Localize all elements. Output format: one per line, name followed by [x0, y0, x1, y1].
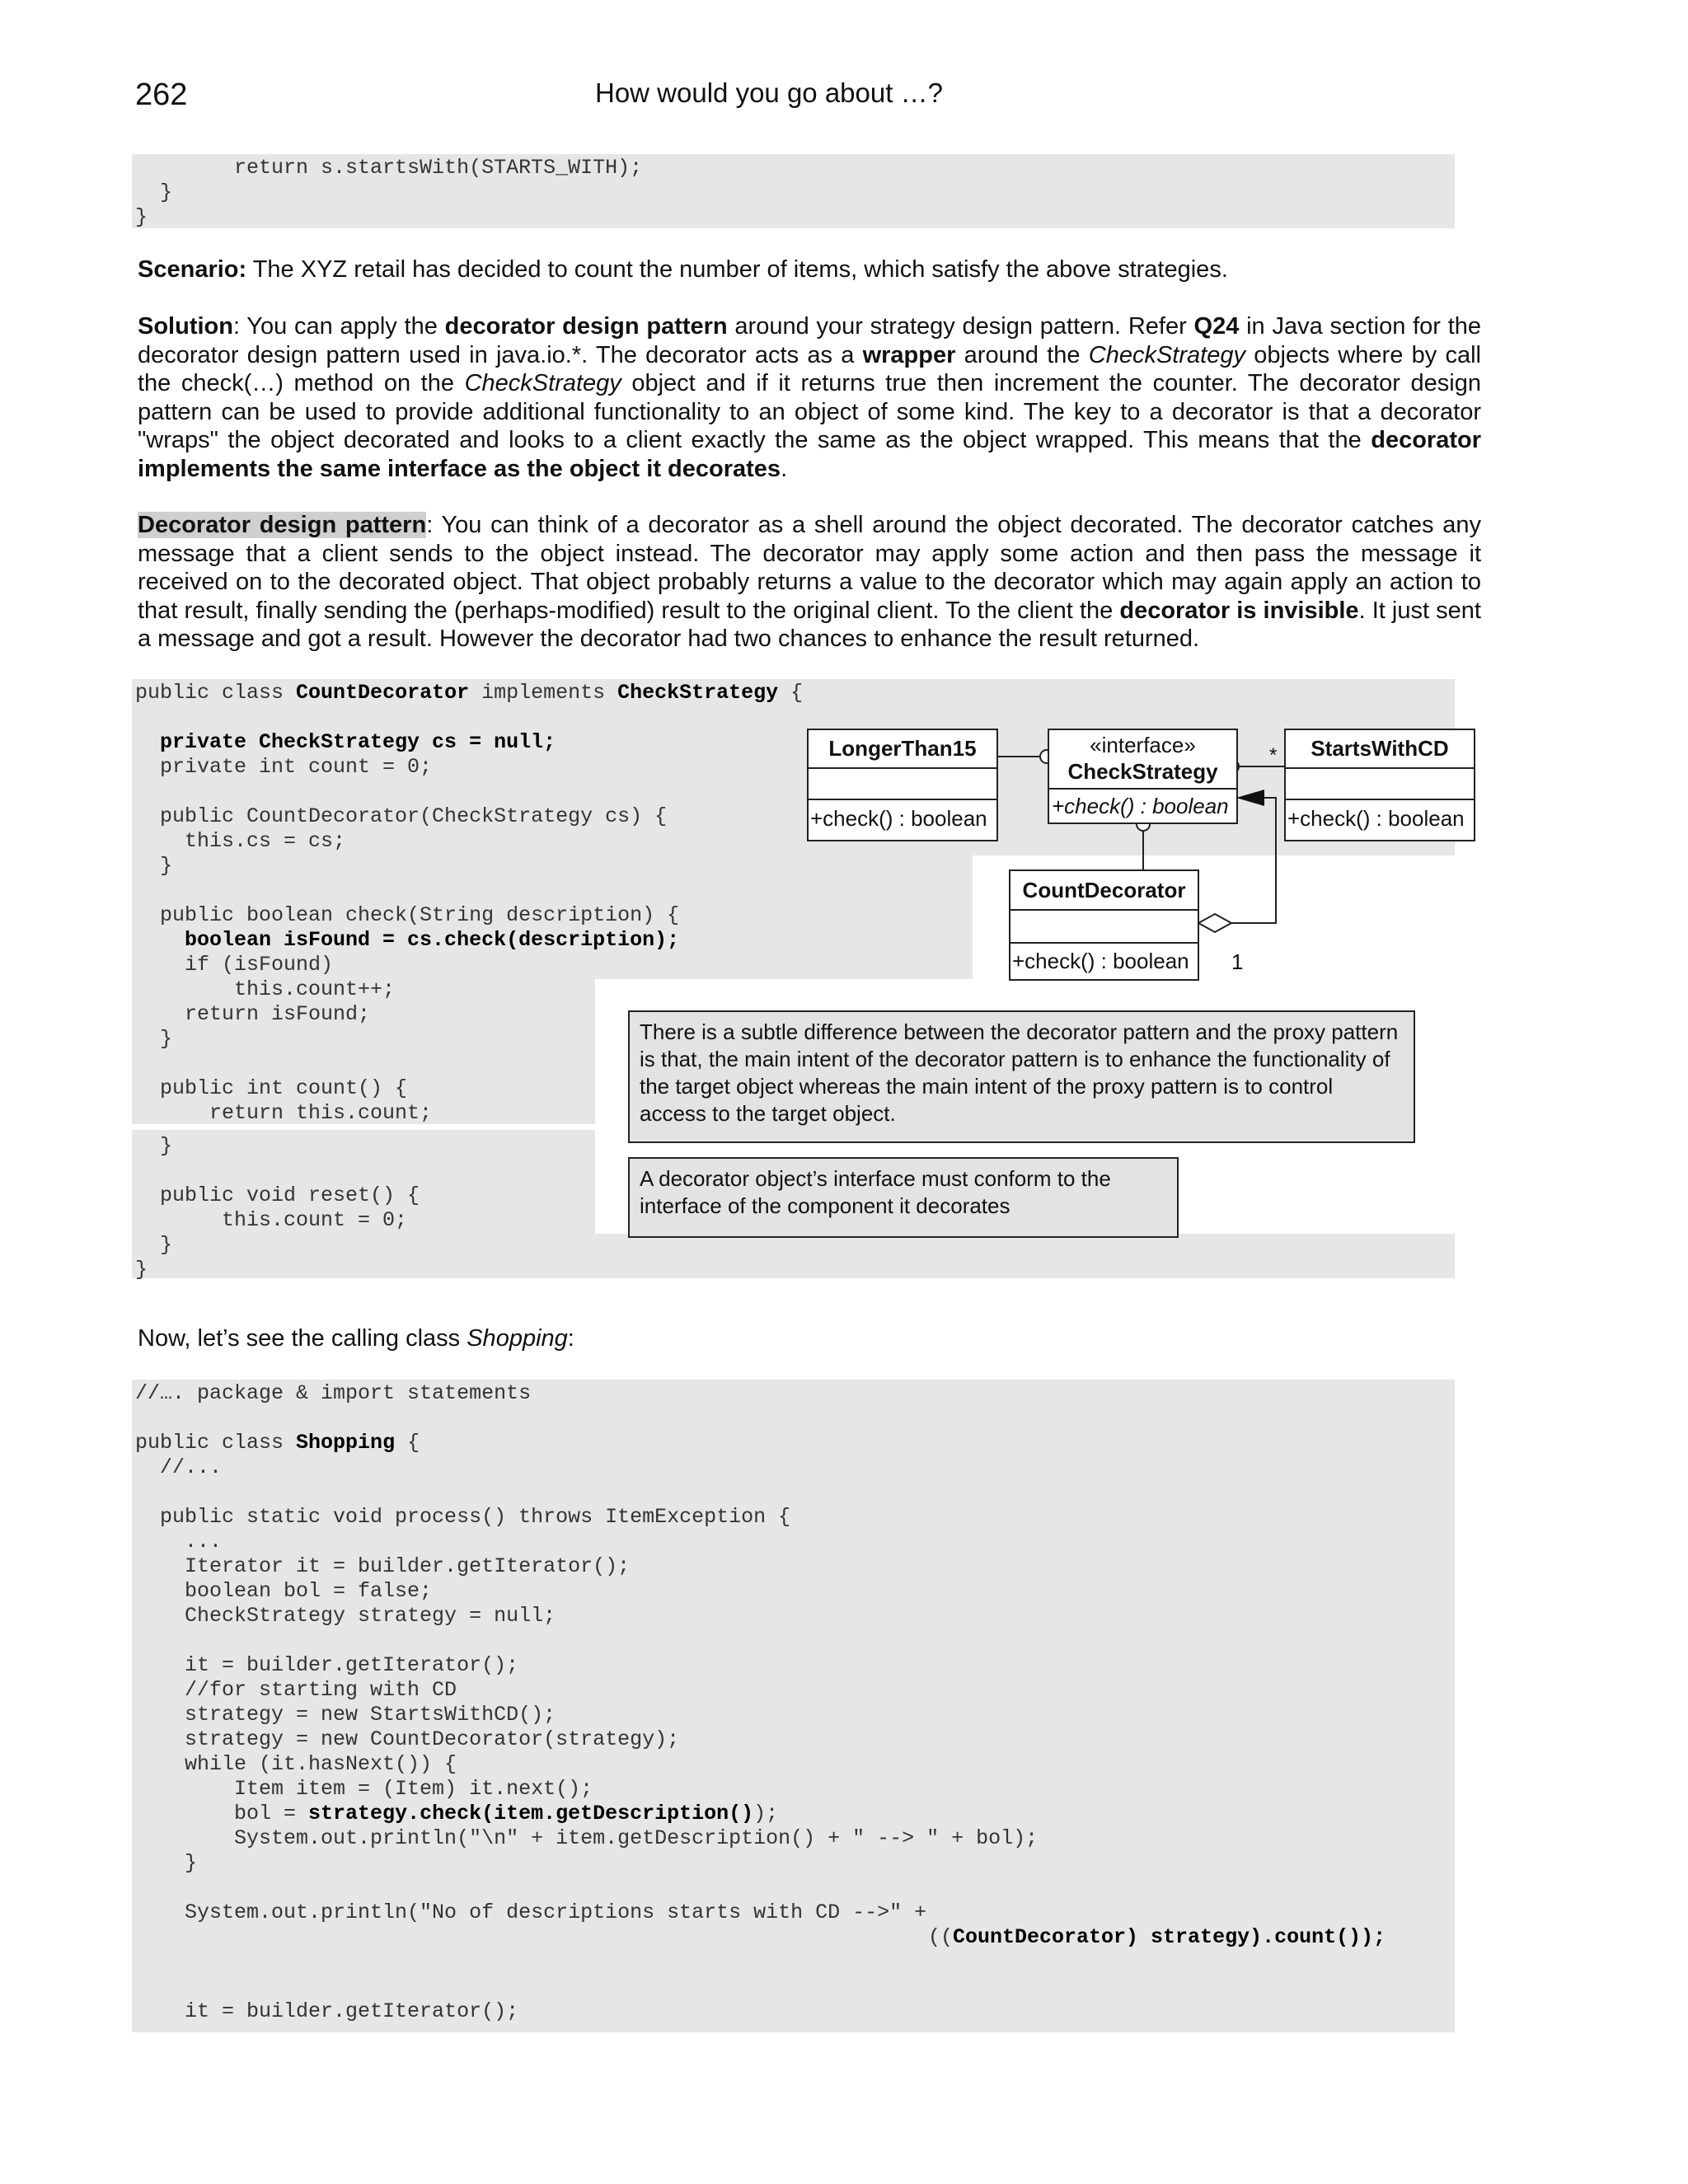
code-line: return this.count;	[135, 1101, 433, 1125]
uml-class-longerthan15	[807, 729, 998, 841]
uml-class-name: CheckStrategy	[1067, 759, 1218, 784]
code-line: }	[135, 1233, 173, 1257]
code-token: {	[778, 681, 804, 705]
decorator-label: Decorator design pattern	[138, 512, 427, 538]
uml-interface-checkstrategy	[1048, 729, 1238, 824]
code-line	[928, 1925, 1386, 1950]
code-token: CheckStrategy	[617, 681, 779, 705]
solution-text: around your strategy design pattern. Refer	[727, 313, 1194, 340]
code-line: this.cs = cs;	[135, 829, 346, 853]
uml-class-name: CountDecorator	[1010, 871, 1198, 911]
uml-class-attributes	[1010, 911, 1198, 944]
note-interface-conform: A decorator object’s interface must conform to the interface of the component it decorates	[628, 1157, 1179, 1238]
code-line: }	[135, 1258, 148, 1282]
uml-interface-header	[1049, 730, 1236, 790]
code-token: public class	[135, 1431, 297, 1455]
code-block-count-decorator-part	[595, 1234, 1455, 1278]
code-line: System.out.println("No of descriptions starts with CD -->" +	[135, 1900, 927, 1924]
code-line: public CountDecorator(CheckStrategy cs) {	[135, 804, 668, 828]
code-token: public class	[135, 681, 297, 705]
code-token: ((	[928, 1925, 954, 1949]
decorator-bold: decorator is invisible	[1119, 597, 1359, 624]
code-line: CheckStrategy strategy = null;	[135, 1604, 556, 1628]
multiplicity-one: 1	[1231, 949, 1244, 974]
uml-class-attributes	[1286, 769, 1474, 800]
code-line: ...	[135, 1530, 223, 1554]
aggregation-diamond	[1198, 914, 1231, 932]
code-line: Item item = (Item) it.next();	[135, 1777, 593, 1801]
code-line: return isFound;	[135, 1002, 371, 1026]
solution-italic: CheckStrategy	[464, 370, 621, 396]
code-token: );	[753, 1802, 779, 1825]
solution-text: objects where by call the check(…) method on the	[138, 341, 1481, 396]
code-token: CountDecorator) strategy).count());	[953, 1925, 1386, 1949]
code-line: }	[135, 1134, 173, 1158]
uml-class-name: StartsWithCD	[1286, 730, 1474, 769]
code-token: implements	[469, 681, 618, 705]
scenario-label: Scenario:	[138, 256, 247, 283]
code-line: strategy = new CountDecorator(strategy);	[135, 1727, 680, 1751]
uml-class-startswithcd	[1284, 729, 1475, 841]
solution-bold: decorator implements the same interface as the object it decorates	[138, 427, 1481, 482]
solution-label: Solution	[138, 313, 233, 340]
code-line: public boolean check(String description) {	[135, 903, 680, 927]
shopping-intro-text: Now, let’s see the calling class	[138, 1325, 467, 1352]
shopping-intro-end: :	[567, 1325, 574, 1352]
code-line: }	[135, 180, 173, 204]
solution-bold: Q24	[1193, 313, 1240, 340]
code-line: it = builder.getIterator();	[135, 1999, 519, 2023]
code-line: while (it.hasNext()) {	[135, 1752, 457, 1776]
code-line: return s.startsWith(STARTS_WITH);	[135, 156, 643, 180]
code-line: private int count = 0;	[135, 755, 433, 779]
code-token: CountDecorator	[296, 681, 470, 705]
arrowhead	[1236, 790, 1264, 806]
solution-text: around the	[955, 341, 1089, 368]
uml-class-method: +check() : boolean	[810, 806, 987, 831]
code-line: strategy = new StartsWithCD();	[135, 1703, 556, 1727]
solution-text: object and if it returns true then increment the counter. The decorator design pattern can be used to provide additional functionality to an object of some kind. The key to a decorator is that a decorator "wraps" the object decorated and looks to a client exactly the same as the object wrapped. This means that the	[138, 370, 1481, 453]
uml-class-method: +check() : boolean	[1052, 794, 1229, 818]
note-proxy-difference: There is a subtle difference between the decorator pattern and the proxy pattern is that, the main intent of the decorator pattern is to enhance the functionality of the target object whereas the main intent of the proxy pattern is to control access to the target object.	[628, 1010, 1415, 1143]
decorator-text: : You can think of a decorator as a shell around the object decorated. The decorator catches any message that a client sends to the object instead. The decorator may apply some action and then pass the message it received on to the decorated object. That object probably returns a value to the decorator which may again apply an action to that result, finally sending the (perhaps-modified) result to the original client. To the client the	[138, 512, 1481, 624]
uml-class-countdecorator	[1009, 869, 1199, 981]
code-line: public void reset() {	[135, 1183, 420, 1207]
uml-class-method: +check() : boolean	[1012, 949, 1189, 973]
code-token: {	[395, 1431, 420, 1455]
multiplicity-star: *	[1269, 744, 1278, 766]
code-line: //…. package & import statements	[135, 1381, 532, 1405]
uml-connectors	[0, 0, 1688, 1030]
code-line: }	[135, 205, 148, 229]
shopping-class-name: Shopping	[467, 1325, 568, 1352]
uml-class-method: +check() : boolean	[1287, 806, 1465, 831]
code-line: public static void process() throws ItemException {	[135, 1505, 791, 1529]
code-line: //for starting with CD	[135, 1678, 457, 1702]
solution-text: in Java section for the decorator design pattern used in java.io.*. The decorator acts as a	[138, 313, 1482, 368]
decorator-text: . It just sent a message and got a result. However the decorator had two chances to enhance the result returned.	[138, 597, 1481, 652]
code-line	[135, 1431, 420, 1455]
code-line: //...	[135, 1455, 223, 1479]
code-line: }	[135, 1851, 198, 1875]
solution-text: : You can apply the	[232, 313, 445, 340]
code-token: strategy.check(item.getDescription()	[308, 1802, 754, 1825]
code-line: public int count() {	[135, 1076, 408, 1100]
code-line: private CheckStrategy cs = null;	[135, 730, 556, 754]
solution-italic: CheckStrategy	[1088, 341, 1245, 368]
code-line: this.count++;	[135, 977, 396, 1001]
shopping-intro	[138, 1325, 574, 1352]
code-line: this.count = 0;	[135, 1208, 408, 1232]
code-line: boolean bol = false;	[135, 1579, 433, 1603]
uml-stereotype: «interface»	[1090, 733, 1196, 757]
code-line	[135, 1802, 778, 1826]
code-token: Shopping	[296, 1431, 396, 1455]
code-token: bol =	[135, 1802, 309, 1825]
solution-bold: wrapper	[862, 341, 956, 368]
solution-text: .	[781, 455, 788, 482]
code-line: Iterator it = builder.getIterator();	[135, 1554, 631, 1578]
page-number: 262	[135, 77, 188, 112]
code-line: System.out.println("\n" + item.getDescription() + " --> " + bol);	[135, 1826, 1039, 1850]
uml-class-attributes	[809, 769, 996, 800]
code-line: }	[135, 854, 173, 878]
code-line: it = builder.getIterator();	[135, 1653, 519, 1677]
scenario-text: The XYZ retail has decided to count the number of items, which satisfy the above strategies.	[246, 256, 1228, 283]
solution-bold: decorator design pattern	[444, 313, 728, 340]
code-line: if (isFound)	[135, 953, 334, 977]
code-line: boolean isFound = cs.check(description);	[135, 928, 680, 952]
page-header-title: How would you go about …?	[595, 77, 943, 108]
uml-class-name: LongerThan15	[809, 730, 996, 769]
code-line: }	[135, 1027, 173, 1051]
